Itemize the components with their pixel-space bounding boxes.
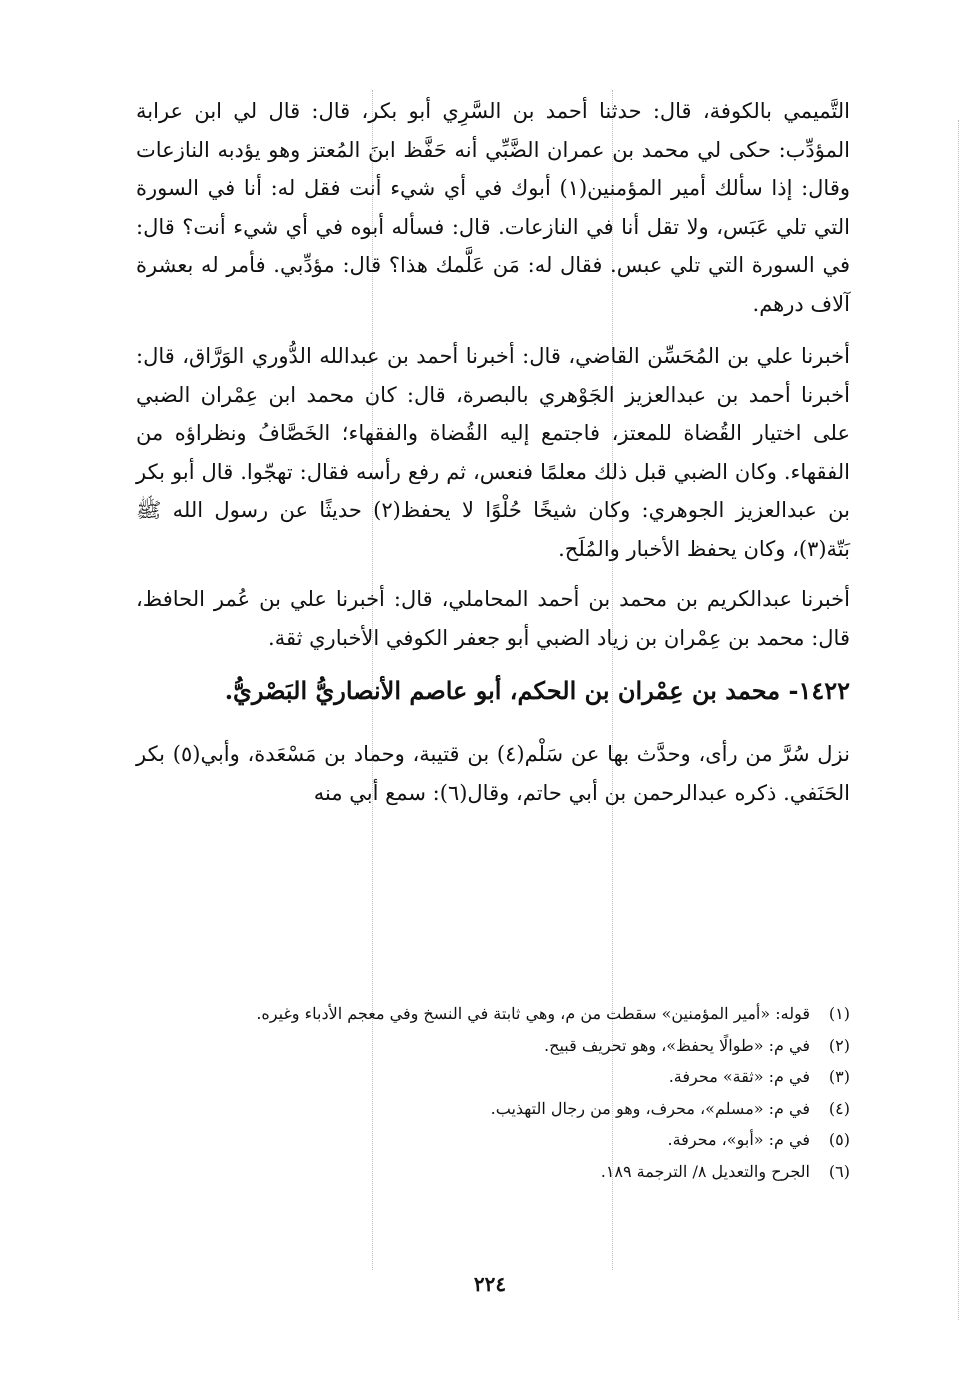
footnote <box>136 1124 850 1156</box>
page-body <box>136 92 850 824</box>
entry-heading: ١٤٢٢- محمد بن عِمْران بن الحكم، أبو عاصم الأنصاريُّ البَصْريُّ. <box>224 676 850 705</box>
page-number: ٢٢٤ <box>473 1272 507 1296</box>
footnote-number: (٤) <box>828 1098 850 1118</box>
paragraph-3: أخبرنا عبدالكريم بن محمد بن أحمد المحاملي، قال: أخبرنا علي بن عُمر الحافظ، قال: محمد بن عِمْران بن زياد الضبي أبو جعفر الكوفي الأخباري ثقة. <box>136 587 850 650</box>
footnote-text: الجرح والتعديل ٨/ الترجمة ١٨٩. <box>600 1161 810 1181</box>
footnote <box>136 1093 850 1125</box>
footnote-number: (٣) <box>828 1067 850 1086</box>
footnote-number: (٢) <box>828 1035 850 1055</box>
footnote-text: في م: «طوالًا يحفظ»، وهو تحريف قبيح. <box>544 1035 810 1055</box>
footnote-text: في م: «ثقة» محرفة. <box>668 1067 810 1086</box>
footnote-number: (١) <box>828 1004 850 1023</box>
footnote <box>136 1030 850 1062</box>
footnote <box>136 1156 850 1188</box>
footnote-text: في م: «أبو»، محرفة. <box>667 1130 810 1149</box>
scan-artifact-line <box>958 120 959 1320</box>
footnote-text: قوله: «أمير المؤمنين» سقطت من م، وهي ثابتة في النسخ وفي معجم الأدباء وغيره. <box>256 1004 810 1023</box>
paragraph-1: التَّميمي بالكوفة، قال: حدثنا أحمد بن السَّرِي أبو بكر، قال: قال لي ابن عرابة المؤدِّب: حكى لي محمد بن عمران الضَّبِّي أنه حَفَّظ ابنَ المُعتز وهو يؤدبه النازعات وقال: إذا سألك أمير المؤمنين(١) أبوك في أي شيء أنت فقل له: أنا في السورة التي تلي عَبَس، ولا تقل أنا في النازعات. قال: فسأله أبوه في أي شيء أنت؟ قال: في السورة التي تلي عبس. فقال له: مَن عَلَّمك هذا؟ قال: مؤدِّبي. فأمر له بعشرة آلاف درهم. <box>136 99 850 316</box>
entry-paragraph: نزل سُرَّ من رأى، وحدَّث بها عن سَلْم(٤) بن قتيبة، وحماد بن مَسْعَدة، وأبي(٥) بكر الحَنَفي. ذكره عبدالرحمن بن أبي حاتم، وقال(٦): سمع أبي منه <box>136 742 850 805</box>
footnote-number: (٦) <box>828 1161 850 1181</box>
footnote-text: في م: «مسلم»، محرف، وهو من رجال التهذيب. <box>490 1098 810 1118</box>
footnote <box>136 1061 850 1093</box>
paragraph-2: أخبرنا علي بن المُحَسِّن القاضي، قال: أخبرنا أحمد بن عبدالله الدُّوري الوَرَّاق، قال: أخبرنا أحمد بن عبدالعزيز الجَوْهري بالبصرة، قال: كان محمد ابن عِمْران الضبي على اختيار القُضاة للمعتز، فاجتمع إليه القُضاة والفقهاء؛ الخَصَّافُ ونظراؤه من الفقهاء. وكان الضبي قبل ذلك معلمًا فنعس، ثم رفع رأسه فقال: تهجّوا. قال أبو بكر بن عبدالعزيز الجوهري: وكان شيخًا حُلْوًا لا يحفظ(٢) حديثًا عن رسول الله ﷺ بَتّة(٣)، وكان يحفظ الأخبار والمُلَح. <box>136 344 850 561</box>
footnotes <box>136 998 850 1187</box>
footnote-number: (٥) <box>828 1130 850 1149</box>
footnote <box>136 998 850 1030</box>
